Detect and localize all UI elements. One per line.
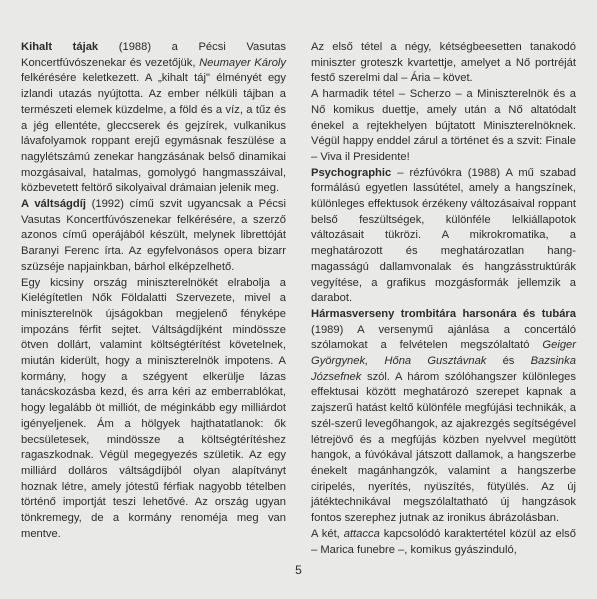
work-title: Kihalt tájak (21, 41, 99, 53)
paragraph-valtsagdij: A váltságdíj (1992) című szvit ugyancsak a Pécsi Vasutas Koncertfúvószenekar felkérésére, a szerző azonos című operájából készült, melynek librettóját Baranyi Ferenc írta. Az egyfelvonásos opera bizarr szüzséje napjainkban, bárhol elképzelhető. (21, 198, 286, 273)
paragraph-psychographic: Psychographic – rézfúvókra (1988) A mű szabad formálású egyetlen lassútétel, amely a hangszínek, különleges effektusok érzékeny változásaival roppant belső feszültségek, különféle lelkiállapotok változásait tükrözi. A mikrokromatika, a meghatározott és meghatározatlan hang- magasságú dallamvonalak és hangzásstruktúrák vegyítése, a grafikus mozgásformák jellemzik a darabot. (311, 166, 576, 305)
right-column (311, 40, 576, 558)
work-title: A váltságdíj (21, 198, 86, 211)
paragraph-first-movement: Az első tétel a négy, kétségbeesetten tanakodó miniszter groteszk kvartettje, amelyet a Nő portréját festő szerelmi dal – Ária – követ. (311, 41, 576, 85)
paragraph-harmasverseny: Hármasverseny trombitára harsonára és tubára (1989) A versenymű ajánlása a concertáló szólamokat a felvételen megszólaltató Geiger Györgynek, Hőna Gusztávnak és Bazsinka Józsefnek szól. A három szólóhangszer különleges effektusai között meghatározó szerepet kapnak a zajszerű hatást keltő különféle megfújási technikák, a szél-szerű levegőhangok, az ajakrezgés segítségével létrejövő és a megfújás közben nyelvvel megütött hangok, a fúvókával játszott dallamok, a hangszerbe énekelt magánhangzók, valamint a hangszerbe ciripelés, nyerítés, nyüszítés, fütyülés. Az új játéktechnikával megszólaltatható új hangzások fontos szerephez jutnak az ironikus ábrázolásban. (311, 307, 576, 525)
work-title: Hármasverseny trombitára harsonára és tubára (311, 307, 576, 320)
work-title: Psychographic (311, 166, 392, 179)
page-number: 5 (295, 563, 302, 577)
person-name: Neumayer Károly (199, 56, 286, 69)
left-column (21, 40, 286, 543)
paragraph-third-movement: A harmadik tétel – Scherzo – a Miniszterelnök és a Nő komikus duettje, amely után a Nő altatódalt énekel a rejtekhelyen bújtatott Miniszterelnöknek. Végül happy enddel zárul a történet és a szvit: Finale – Viva il Presidente! (311, 88, 576, 163)
person-name: Bazsinka Józsefnek (311, 355, 576, 383)
paragraph-kihalt-tajak: Kihalt tájak (1988) a Pécsi Vasutas Koncertfúvószenekar és vezetőjük, Neumayer Károly felkérésére keletkezett. A „kihalt táj" élményét egy izlandi utazás nyújtotta. Az ember nélküli tájban a természeti elemek küzdelme, a föld és a víz, a tűz és a jég ellentéte, gleccserek és gejzírek, vulkanikus lávafolyamok roppant erejű egymásnak feszülése a nagylétszámú zenekar hangzásának belső dinamikai mozgásaival, hatalmas, gomolygó hangmasszáival, közbevetett feltörő sikolyaival drámaian jelenik meg. (21, 41, 287, 195)
paragraph-attacca: A két, attacca kapcsolódó karaktertétel közül az első – Marica funebre –, komikus gyászinduló, (311, 527, 577, 556)
person-name: Geiger Györgynek, Hőna Gusztávnak (311, 339, 576, 368)
music-term: attacca (343, 527, 380, 540)
paragraph-story: Egy kicsiny ország miniszterelnökét elrabolja a Kielégítetlen Nők Földalatti Szervezete, mivel a miniszterelnök újságokban megjelenő fényképe impozáns férfit sejtet. Váltságdíjként mindössze ötven dollárt, valamint költségtérítést követelnek, miután kiderült, hogy a miniszterelnök impotens. A kormány, hogy a szégyent elkerülje lázas tanácskozásba kezd, és arra kéri az emberrablókat, hogy legalább öt milliót, de méginkább egy milliárdot igényeljenek. Ám a hölgyek hajthatatlanok: ők becsületesek, mindössze a költségtérítéshez ragaszkodnak. Végül megegyezés születik. Az egy milliárd dolláros váltságdíjból olyan alapítványt hoznak létre, amely jótestű férfiak nagyobb tételben történő importját teszi lehetővé. Az ország ugyan tönkremegy, de a kormány renoméja meg van mentve. (21, 276, 286, 540)
